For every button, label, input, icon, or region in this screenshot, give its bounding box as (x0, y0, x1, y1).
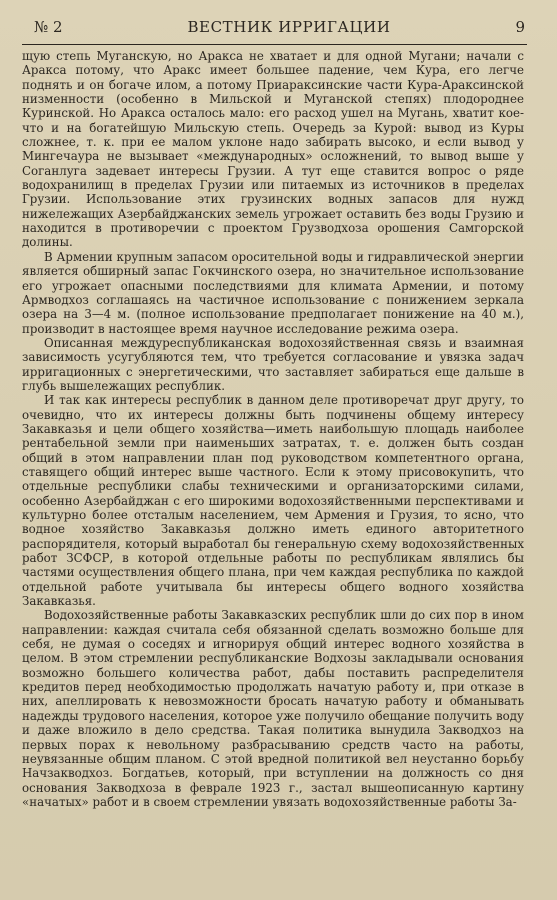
header-rule (22, 44, 527, 45)
paragraph: И так как интересы республик в данном деле противоречат друг другу, то очевидно, что их интересы должны быть подчинены общему интересу Закавказья и цели общего хозяйства—иметь наибольшую площадь наиболее рентабельной земли при наименьших затратах, т. е. должен быть создан общий в этом направлении план под руководством компетентного органа, ставящего общий интерес выше частного. Если к этому присовокупить, что отдельные республики слабы техническими и организаторскими силами, особенно Азербайджан с его широкими водохозяйственными перспективами и культурно более отсталым населением, чем Армения и Грузия, то ясно, что водное хозяйство Закавказья должно иметь единого авторитетного распорядителя, который выработал бы генеральную схему водохозяйственных работ ЗСФСР, в которой отдельные работы по республикам являлись бы частями осуществления общего плана, при чем каждая республика по каждой отдельной работе учитывала бы интересы общего водного хозяйства Закавказья. (22, 393, 524, 609)
paragraph: Описанная междуреспубликанская водохозяйственная связь и взаимная зависимость усугубляются тем, что требуется согласование и увязка задач ирригационных с энергетическими, что заставляет забираться еще дальше в глубь вышележащих республик. (22, 335, 524, 393)
issue-number: № 2 (34, 18, 63, 36)
article-body (22, 49, 524, 809)
journal-title: ВЕСТНИК ИРРИГАЦИИ (187, 18, 391, 36)
paragraph: Водохозяйственные работы Закавказских республик шли до сих пор в ином направлении: каждая считала себя обязанной сделать возможно больше для себя, не думая о соседях и игнорируя общий интерес водного хозяйства в целом. В этом стремлении республиканские Водхозы закладывали основания возможно большего количества работ, дабы поставить распределителя кредитов перед необходимостью продолжать начатую работу и, при отказе в них, апеллировать к невозможности бросать начатую работу и обманывать надежды трудового населения, которое уже получило обещание получить воду и даже вложило в дело средства. Такая политика вынудила Закводхоз на первых порах к невольному разбрасыванию средств часто на работы, неувязанные общим планом. С этой вредной политикой вел неустанно борьбу Начзакводхоз. Богдатьев, который, при вступлении на должность со дня основания Закводхоза в феврале 1923 г., застал вышеописанную картину «начатых» работ и в своем стремлении увязать водохозяйственные работы За- (22, 608, 524, 809)
running-header (22, 18, 527, 42)
page-number: 9 (515, 18, 525, 36)
paragraph: В Армении крупным запасом оросительной воды и гидравлической энергии является обширный запас Гокчинского озера, но значительное использование его угрожает опасными последствиями для климата Армении, и потому Армводхоз соглашаясь на частичное использование с понижением зеркала озера на 3—4 м. (полное использование предполагает понижение на 40 м.), производит в настоящее время научное исследование режима озера. (22, 249, 524, 336)
paragraph: щую степь Муганскую, но Аракса не хватает и для одной Мугани; начали с Аракса потому, что Аракс имеет большее падение, чем Кура, его легче поднять и он богаче илом, а потому Приараксинские части Кура-Араксинской низменности (особенно в Мильской и Муганской степях) плодороднее Куринской. Но Аракса осталось мало: его расход ушел на Мугань, хватит кое-что и на богатейшую Мильскую степь. Очередь за Курой: вывод из Куры сложнее, т. к. при ее малом уклоне надо забирать высоко, и если вывод у Мингечаура не вызывает «международных» осложнений, то вывод выше у Соганлуга задевает интересы Грузии. А тут еще ставится вопрос о ряде водохранилищ в пределах Грузии или питаемых из источников в пределах Грузии. Использование этих грузинских водных запасов для нужд нижележащих Азербайджанских земель угрожает оставить без воды Грузию и находится в противоречии с проектом Грузводхоза орошения Самгорской долины. (22, 49, 524, 250)
